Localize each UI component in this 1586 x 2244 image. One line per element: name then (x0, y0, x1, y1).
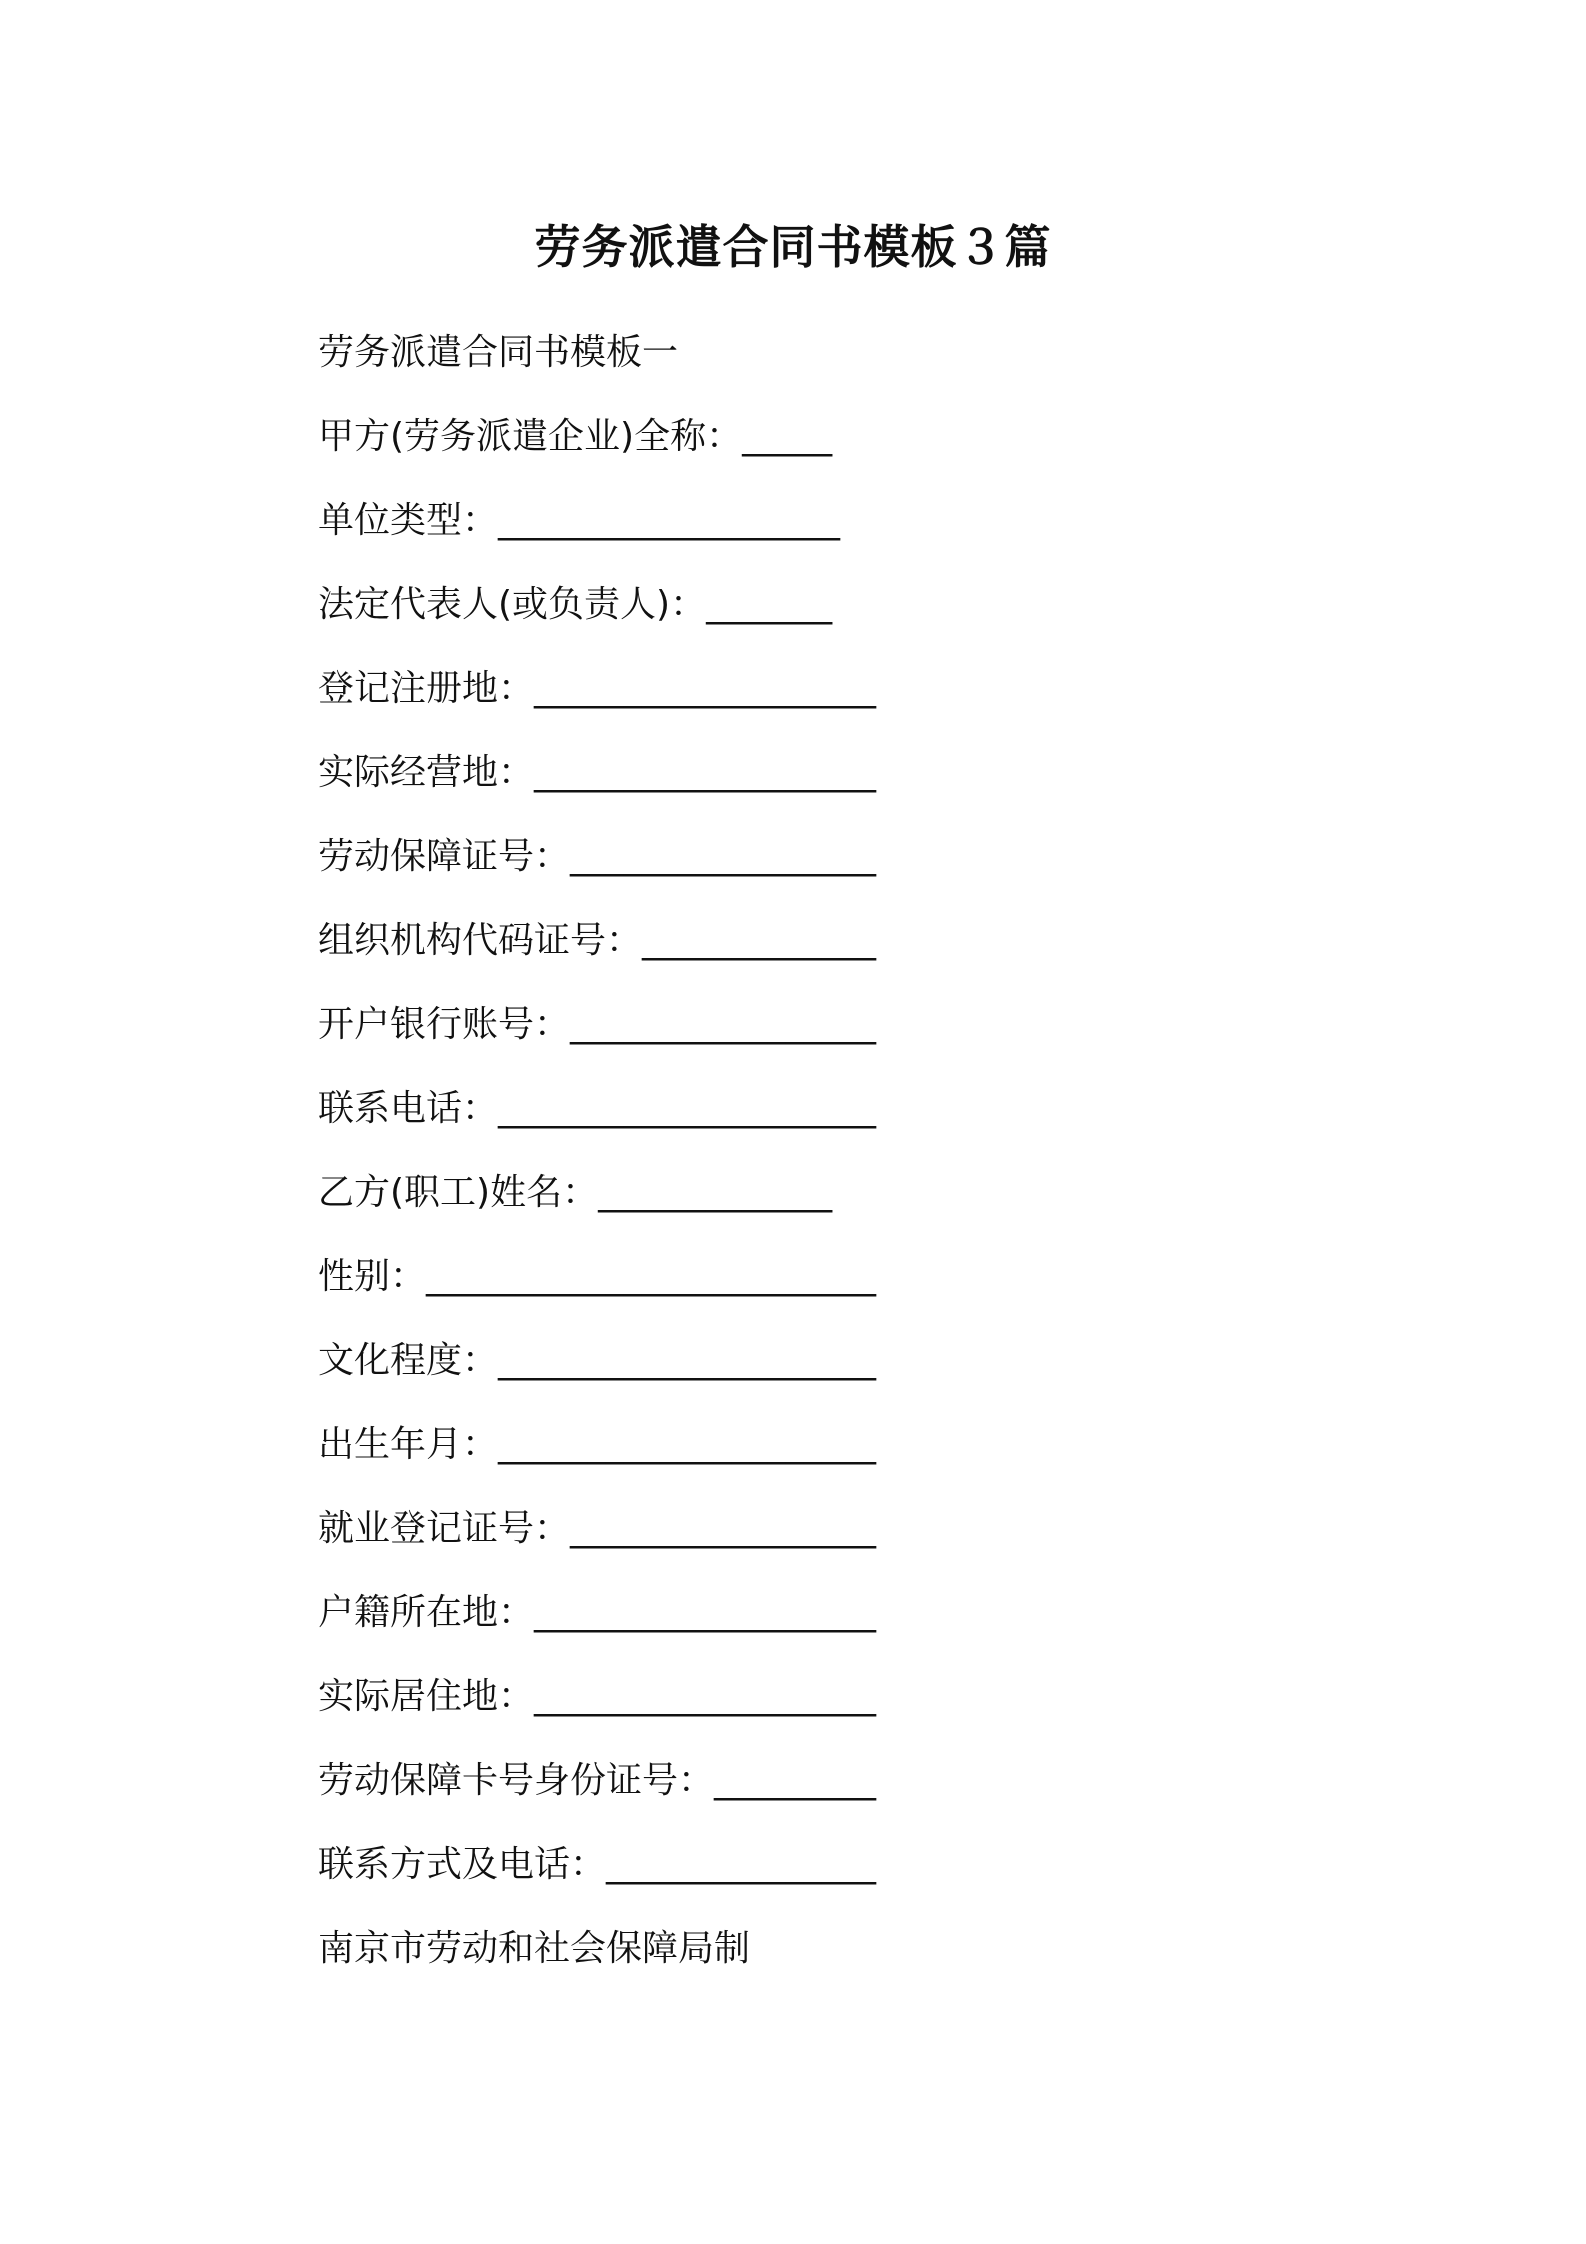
field-blank: _________________________ (426, 1256, 877, 1297)
field-blank: _____________________ (498, 1088, 877, 1129)
field-blank: _____________________ (498, 1340, 877, 1381)
field-label: 就业登记证号： (318, 1508, 571, 1549)
form-field (318, 1242, 1318, 1326)
field-blank: _________________ (570, 1508, 877, 1549)
field-blank: _____________ (598, 1172, 833, 1213)
form-field (318, 1410, 1318, 1494)
field-label: 乙方(职工)姓名： (318, 1172, 599, 1213)
form-field (318, 654, 1318, 738)
field-label: 单位类型： (318, 500, 499, 541)
section-heading: 劳务派遣合同书模板一 (318, 332, 679, 373)
form-field (318, 906, 1318, 990)
form-field (318, 822, 1318, 906)
field-label: 组织机构代码证号： (318, 920, 643, 961)
field-blank: _________________ (570, 836, 877, 877)
form-field (318, 1326, 1318, 1410)
field-blank: _______ (706, 584, 833, 625)
form-field (318, 1158, 1318, 1242)
field-label: 登记注册地： (318, 668, 535, 709)
field-blank: _____________ (642, 920, 877, 961)
field-blank: _________________ (570, 1004, 877, 1045)
field-label: 劳动保障证号： (318, 836, 571, 877)
field-label: 联系电话： (318, 1088, 499, 1129)
form-field (318, 1830, 1318, 1914)
field-label: 出生年月： (318, 1424, 499, 1465)
field-blank: ___________________ (534, 752, 877, 793)
field-label: 甲方(劳务派遣企业)全称： (318, 416, 743, 457)
form-field (318, 1578, 1318, 1662)
form-field (318, 1662, 1318, 1746)
field-blank: _________ (714, 1760, 877, 1801)
form-field (318, 1746, 1318, 1830)
field-label: 开户银行账号： (318, 1004, 571, 1045)
document-body (318, 318, 1318, 1998)
field-blank: _____ (742, 416, 833, 457)
field-blank: _____________________ (498, 1424, 877, 1465)
form-field (318, 1074, 1318, 1158)
form-field (318, 402, 1318, 486)
field-label: 联系方式及电话： (318, 1844, 607, 1885)
form-field (318, 570, 1318, 654)
field-label: 文化程度： (318, 1340, 499, 1381)
form-field (318, 738, 1318, 822)
field-blank: ___________________ (498, 500, 841, 541)
field-label: 实际居住地： (318, 1676, 535, 1717)
form-field (318, 1494, 1318, 1578)
document-footer: 南京市劳动和社会保障局制 (318, 1928, 751, 1969)
field-label: 户籍所在地： (318, 1592, 535, 1633)
field-blank: ___________________ (534, 668, 877, 709)
field-label: 性别： (318, 1256, 427, 1297)
form-field (318, 486, 1318, 570)
field-label: 实际经营地： (318, 752, 535, 793)
field-label: 劳动保障卡号身份证号： (318, 1760, 715, 1801)
field-label: 法定代表人(或负责人)： (318, 584, 707, 625)
form-field (318, 990, 1318, 1074)
field-blank: ___________________ (534, 1676, 877, 1717)
document-title: 劳务派遣合同书模板３篇 (534, 220, 1052, 274)
field-blank: ___________________ (534, 1592, 877, 1633)
field-blank: _______________ (606, 1844, 877, 1885)
